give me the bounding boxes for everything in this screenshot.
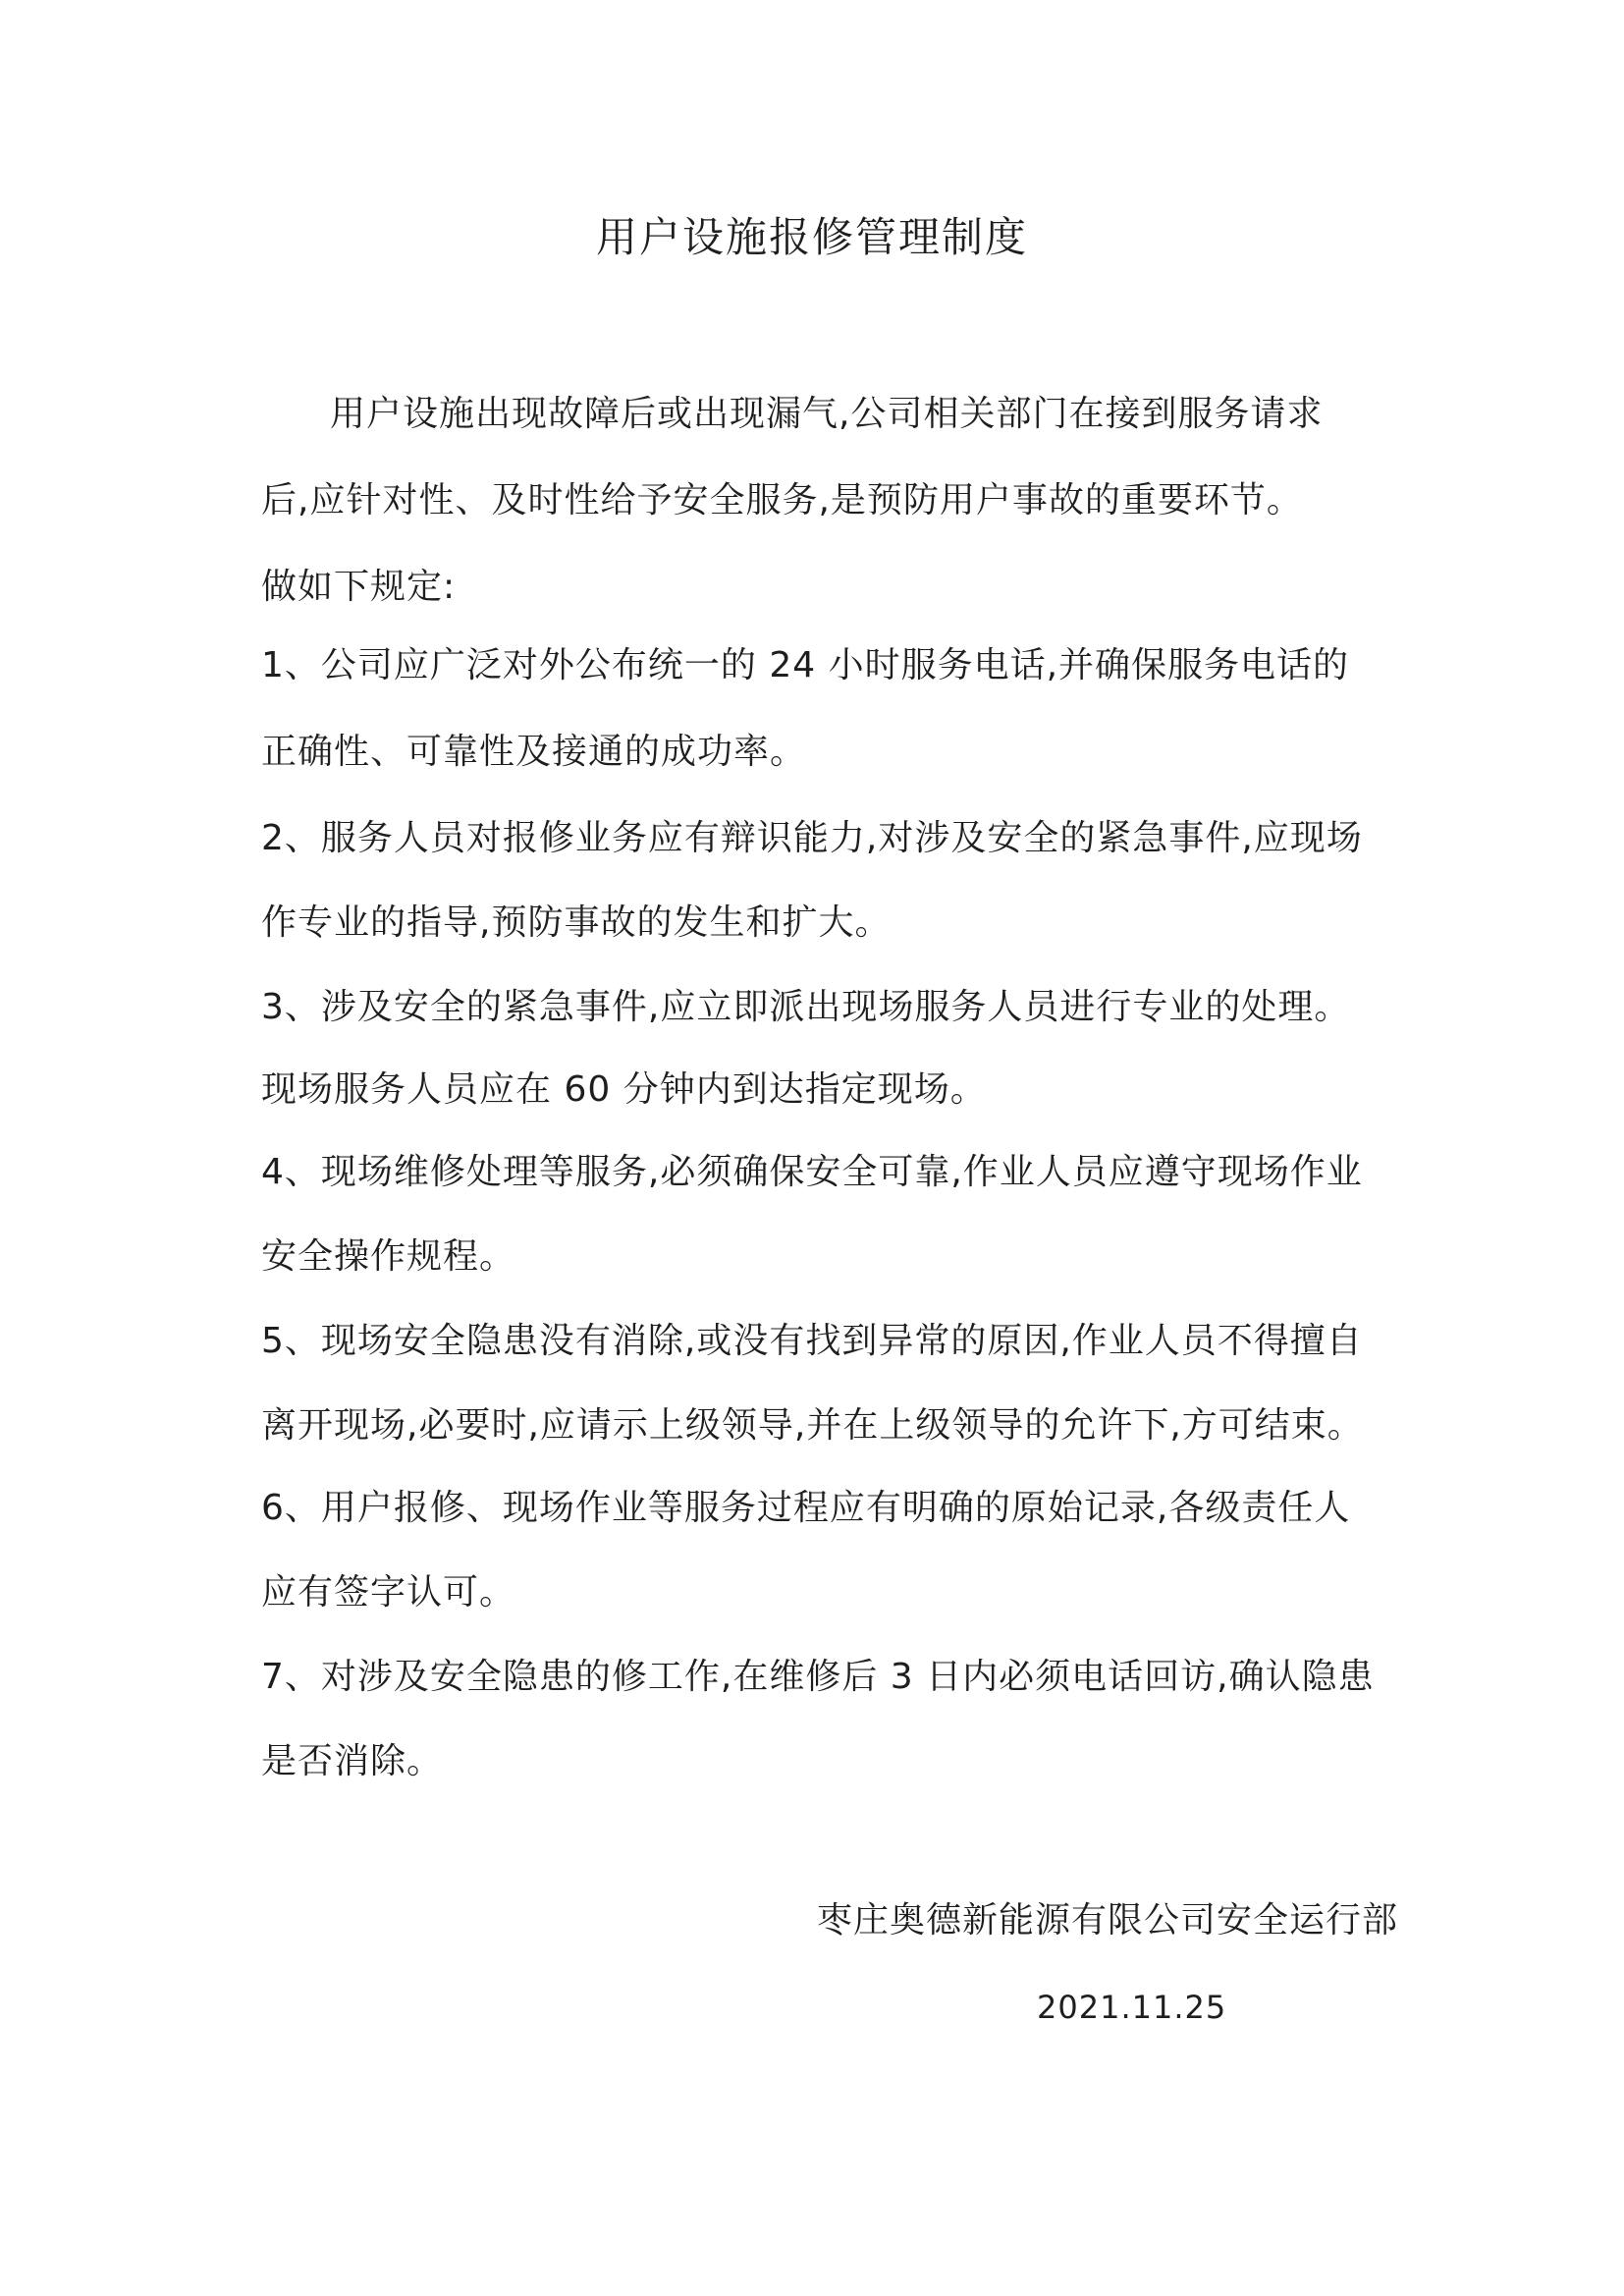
rule-7-line-1: 7、对涉及安全隐患的修工作,在维修后 3 日内必须电话回访,确认隐患 — [261, 1657, 1375, 1697]
rule-2-line-2: 作专业的指导,预防事故的发生和扩大。 — [261, 902, 892, 943]
rule-6-line-2: 应有签字认可。 — [261, 1572, 516, 1613]
intro-line-2: 后,应针对性、及时性给予安全服务,是预防用户事故的重要环节。 — [261, 480, 1303, 520]
rule-4-line-1: 4、现场维修处理等服务,必须确保安全可靠,作业人员应遵守现场作业 — [261, 1152, 1363, 1192]
issuer-signature: 枣庄奥德新能源有限公司安全运行部 — [816, 1900, 1398, 1941]
rule-1-line-1: 1、公司应广泛对外公布统一的 24 小时服务电话,并确保服务电话的 — [261, 645, 1350, 685]
rule-5-line-2: 离开现场,必要时,应请示上级领导,并在上级领导的允许下,方可结束。 — [261, 1405, 1364, 1446]
rule-4-line-2: 安全操作规程。 — [261, 1236, 516, 1277]
rule-5-line-1: 5、现场安全隐患没有消除,或没有找到异常的原因,作业人员不得擅自 — [261, 1321, 1363, 1361]
rule-3-line-1: 3、涉及安全的紧急事件,应立即派出现场服务人员进行专业的处理。 — [261, 987, 1351, 1027]
rule-1-line-2: 正确性、可靠性及接通的成功率。 — [261, 732, 807, 772]
rule-7-line-2: 是否消除。 — [261, 1741, 444, 1781]
document-title: 用户设施报修管理制度 — [595, 213, 1028, 261]
rule-6-line-1: 6、用户报修、现场作业等服务过程应有明确的原始记录,各级责任人 — [261, 1488, 1351, 1528]
document-date: 2021.11.25 — [1037, 1989, 1227, 2026]
intro-line-3: 做如下规定: — [261, 567, 457, 607]
rule-3-line-2: 现场服务人员应在 60 分钟内到达指定现场。 — [261, 1069, 987, 1110]
intro-line-1: 用户设施出现故障后或出现漏气,公司相关部门在接到服务请求 — [330, 394, 1324, 434]
rule-2-line-1: 2、服务人员对报修业务应有辩识能力,对涉及安全的紧急事件,应现场 — [261, 818, 1363, 858]
